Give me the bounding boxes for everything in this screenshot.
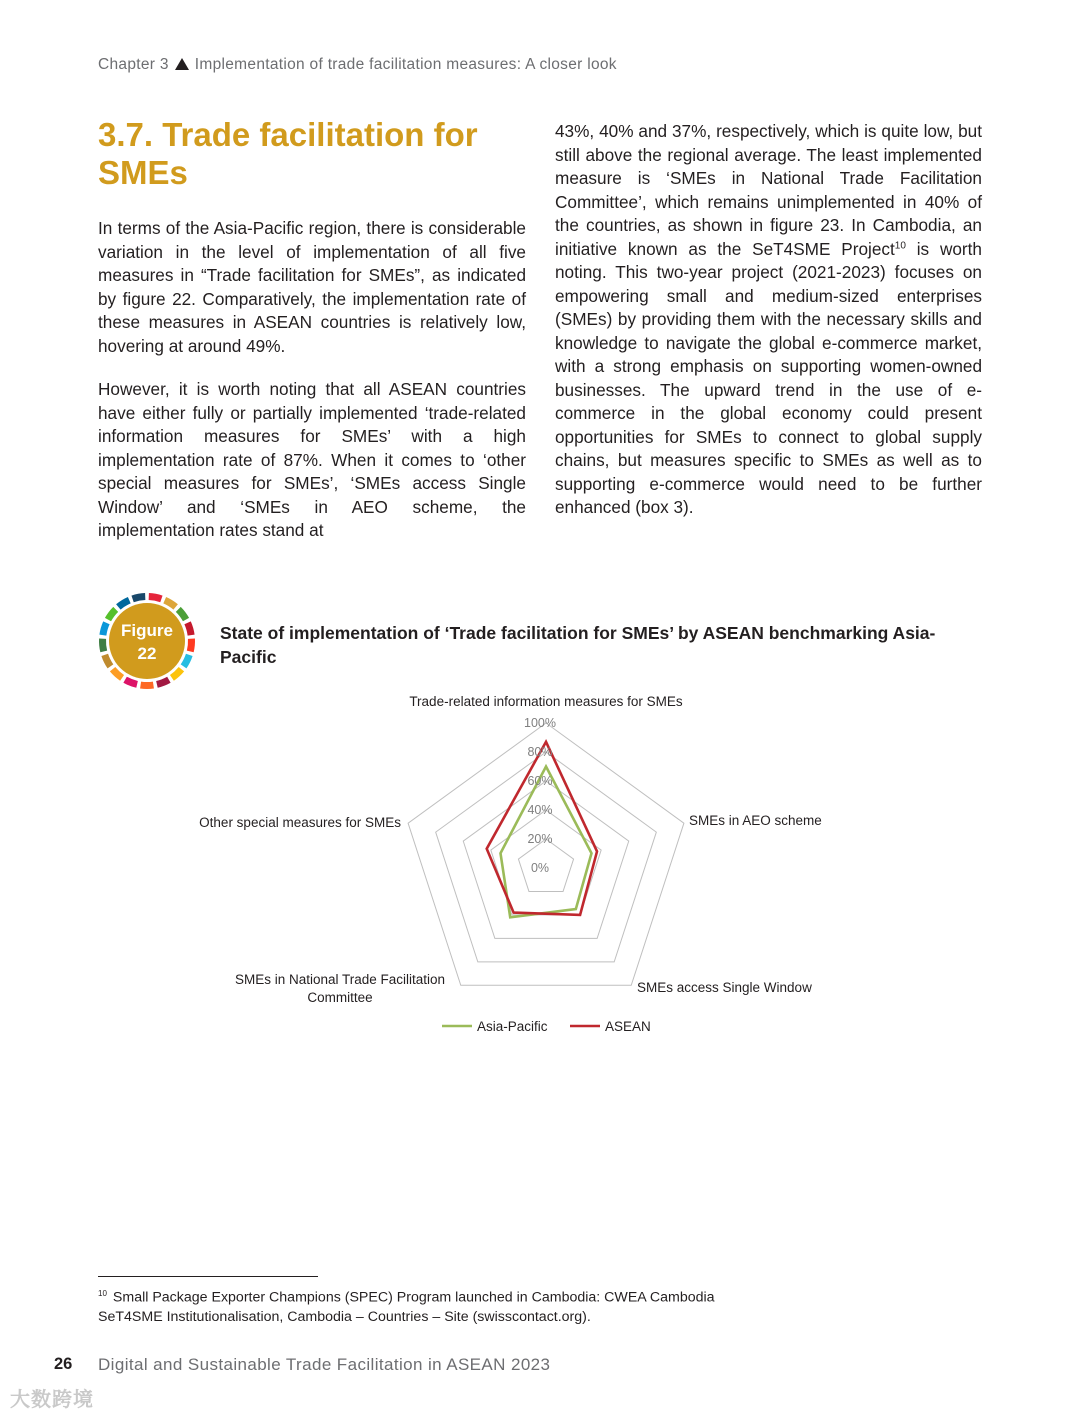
figure-badge: [98, 592, 196, 690]
badge-ring-segment: [181, 654, 193, 669]
triangle-icon: [175, 58, 189, 70]
legend-label: ASEAN: [605, 1019, 651, 1034]
badge-circle: [109, 603, 185, 679]
radar-tick-label: 60%: [527, 774, 553, 788]
chapter-title: Implementation of trade facilitation measures: A closer look: [194, 56, 617, 73]
badge-ring-segment: [149, 593, 163, 602]
radar-tick-label: 100%: [524, 716, 556, 730]
badge-label: Figure: [121, 621, 173, 640]
watermark: 大数跨境: [10, 1389, 94, 1411]
radar-tick-label: 80%: [527, 745, 553, 759]
left-column: [98, 217, 526, 563]
paragraph-2: However, it is worth noting that all ASEAN countries have either fully or partially implemented ‘trade-related information measures for SMEs’ with a high implementation rate of 87%. When it comes to ‘other special measures for SMEs’, ‘SMEs access Single Window’ and ‘SMEs in AEO scheme, the implementation rates stand at: [98, 379, 526, 540]
paragraph-3-part-1: 43%, 40% and 37%, respectively, which is quite low, but still above the regional average. The least implemented measure is ‘SMEs in National Trade Facilitation Committee’, which remains unimplemented in 40% of the countries, as shown in figure 23. In Cambodia, an initiative known as the SeT4SME Project: [555, 121, 982, 259]
badge-number: 22: [137, 644, 157, 663]
badge-ring-segment: [184, 621, 194, 635]
badge-ring-segment: [187, 638, 195, 652]
badge-ring-segment: [99, 621, 109, 635]
badge-ring-segment: [101, 654, 113, 669]
radar-tick-label: 40%: [527, 803, 553, 817]
chapter-label: Chapter 3: [98, 56, 169, 73]
radar-axis-label: SMEs in National Trade Facilitation: [234, 972, 446, 987]
footnote-ref: 10: [894, 239, 906, 251]
radar-axis-label: SMEs in AEO scheme: [689, 813, 822, 828]
radar-tick-label: 20%: [527, 832, 553, 846]
running-header: [98, 56, 617, 74]
radar-gridline: [408, 723, 684, 985]
badge-ring-segment: [116, 597, 131, 610]
footnote: [98, 1284, 918, 1328]
footnote-line-2: SeT4SME Institutionalisation, Cambodia – Countries – Site (swisscontact.org).: [98, 1309, 591, 1326]
radar-tick-label: 0%: [530, 861, 550, 875]
radar-axis-label: Committee: [307, 990, 373, 1005]
footnote-rule: [98, 1276, 318, 1277]
footnote-number: 10: [98, 1289, 107, 1298]
badge-ring-segment: [131, 593, 145, 602]
figure-title: State of implementation of ‘Trade facilitation for SMEs’ by ASEAN benchmarking Asia-Pacific: [220, 623, 936, 667]
radar-axis-label: SMEs access Single Window: [637, 980, 812, 995]
badge-ring-segment: [123, 677, 137, 688]
radar-axis-label: Other special measures for SMEs: [199, 815, 401, 830]
right-column: [555, 120, 982, 540]
badge-ring-segment: [140, 682, 154, 689]
footnote-text-1: Small Package Exporter Champions (SPEC) Program launched in Cambodia: CWEA Cambodia: [112, 1289, 715, 1306]
radar-chart: [180, 688, 880, 1048]
badge-ring-segment: [156, 677, 170, 688]
legend-label: Asia-Pacific: [477, 1019, 548, 1034]
footnote-line-1: [98, 1284, 918, 1308]
paragraph-3: [555, 120, 982, 520]
publication-title: Digital and Sustainable Trade Facilitation in ASEAN 2023: [98, 1355, 551, 1374]
section-title: 3.7. Trade facilitation for SMEs: [98, 116, 478, 191]
radar-axis-label: Trade-related information measures for SMEs: [409, 694, 683, 709]
page-number: 26: [54, 1355, 73, 1373]
badge-ring-segment: [99, 638, 107, 652]
paragraph-1: In terms of the Asia-Pacific region, there is considerable variation in the level of implementation of all five measures in “Trade facilitation for SMEs”, as indicated by figure 22. Comparatively, the implementation rate of these measures in ASEAN countries is relatively low, hovering at around 49%.: [98, 218, 526, 356]
badge-ring-segment: [163, 597, 178, 610]
paragraph-3-part-2: is worth noting. This two-year project (2021-2023) focuses on empowering small and medium-sized enterprises (SMEs) by providing them with the necessary skills and knowledge to navigate the global e-commerce market, with a strong emphasis on supporting women-owned businesses. The upward trend in the use of e-commerce in the global economy could present opportunities for SMEs to connect to global supply chains, but measures specific to SMEs as well as to supporting e-commerce would need to be further enhanced (box 3).: [555, 238, 982, 517]
